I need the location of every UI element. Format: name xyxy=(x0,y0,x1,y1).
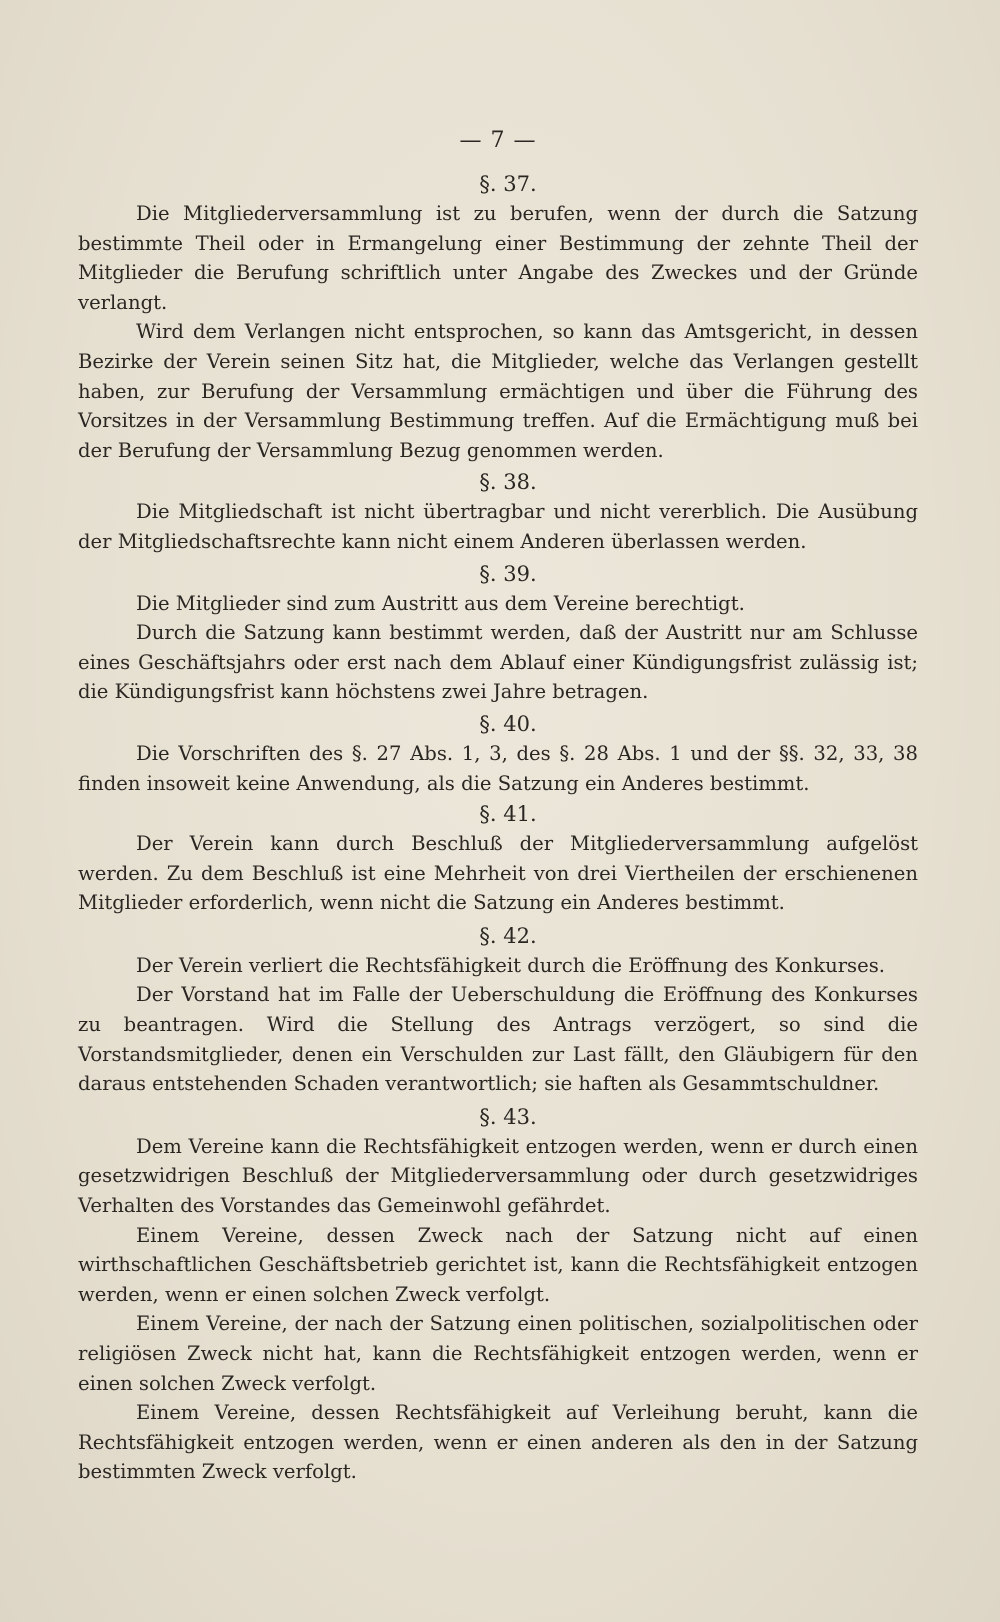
paragraph: Der Verein verliert die Rechtsfähigkeit durch die Eröffnung des Konkurses. xyxy=(136,953,885,977)
paragraph: Die Vorschriften des §. 27 Abs. 1, 3, des §. 28 Abs. 1 und der §§. 32, 33, 38 finden insoweit keine Anwendung, als die Satzung ein Anderes bestimmt. xyxy=(78,741,918,795)
section-42 xyxy=(78,921,918,1099)
section-39 xyxy=(78,559,918,707)
section-heading: §. 43. xyxy=(479,1104,537,1129)
paragraph: Einem Vereine, der nach der Satzung einen politischen, sozialpolitischen oder religiösen Zweck nicht hat, kann die Rechtsfähigkeit entzogen werden, wenn er einen solchen Zweck verfolgt. xyxy=(78,1312,918,1395)
paragraph: Dem Vereine kann die Rechtsfähigkeit entzogen werden, wenn er durch einen gesetzwidrigen Beschluß der Mitgliederversammlung oder durch gesetzwidriges Verhalten des Vorstandes das Gemeinwohl gefährdet. xyxy=(78,1134,918,1218)
section-heading: §. 40. xyxy=(479,711,537,736)
section-40 xyxy=(78,709,918,798)
section-heading: §. 38. xyxy=(479,470,537,495)
paragraph: Durch die Satzung kann bestimmt werden, daß der Austritt nur am Schlusse eines Geschäftsjahrs oder erst nach dem Ablauf einer Kündigungsfrist zulässig ist; die Kündigungsfrist kann höchstens zwei Jahre betragen. xyxy=(78,621,918,704)
section-heading: §. 41. xyxy=(479,802,537,827)
paragraph: Die Mitgliedschaft ist nicht übertragbar und nicht vererblich. Die Ausübung der Mitgliedschaftsrechte kann nicht einem Anderen überlassen werden. xyxy=(78,500,918,553)
paragraph: Einem Vereine, dessen Zweck nach der Satzung nicht auf einen wirthschaftlichen Geschäftsbetrieb gerichtet ist, kann die Rechtsfähigkeit entzogen werden, wenn er einen solchen Zweck verfolgt. xyxy=(78,1223,918,1306)
section-38 xyxy=(78,467,918,556)
section-43 xyxy=(78,1102,918,1487)
paragraph: Der Vorstand hat im Falle der Ueberschuldung die Eröffnung des Konkurses zu beantragen. Wird die Stellung des Antrags verzögert, so sind die Vorstandsmitglieder, denen ein Verschulden zur Last fällt, den Gläubigern für den daraus entstehenden Schaden verantwortlich; sie haften als Gesammtschuldner. xyxy=(78,983,918,1096)
section-heading: §. 39. xyxy=(479,561,537,586)
section-37 xyxy=(78,169,918,465)
section-heading: §. 42. xyxy=(479,923,537,948)
paragraph: Die Mitglieder sind zum Austritt aus dem Vereine berechtigt. xyxy=(136,591,745,615)
section-41 xyxy=(78,799,918,918)
page-number: — 7 — xyxy=(459,128,537,153)
paragraph: Die Mitgliederversammlung ist zu berufen, wenn der durch die Satzung bestimmte Theil oder in Ermangelung einer Bestimmung der zehnte Theil der Mitglieder die Berufung schriftlich unter Angabe des Zweckes und der Gründe verlangt. xyxy=(78,202,918,314)
section-heading: §. 37. xyxy=(479,172,537,196)
paragraph: Wird dem Verlangen nicht entsprochen, so kann das Amtsgericht, in dessen Bezirke der Verein seinen Sitz hat, die Mitglieder, welche das Verlangen gestellt haben, zur Berufung der Versammlung ermächtigen und über die Führung des Vorsitzes in der Versammlung Bestimmung treffen. Auf die Ermächtigung muß bei der Berufung der Versammlung Bezug genommen werden. xyxy=(78,320,918,462)
paragraph: Der Verein kann durch Beschluß der Mitgliederversammlung aufgelöst werden. Zu dem Beschluß ist eine Mehrheit von drei Viertheilen der erschienenen Mitglieder erforderlich, wenn nicht die Satzung ein Anderes bestimmt. xyxy=(78,832,918,915)
paragraph: Einem Vereine, dessen Rechtsfähigkeit auf Verleihung beruht, kann die Rechtsfähigkeit entzogen werden, wenn er einen anderen als den in der Satzung bestimmten Zweck verfolgt. xyxy=(78,1401,918,1484)
